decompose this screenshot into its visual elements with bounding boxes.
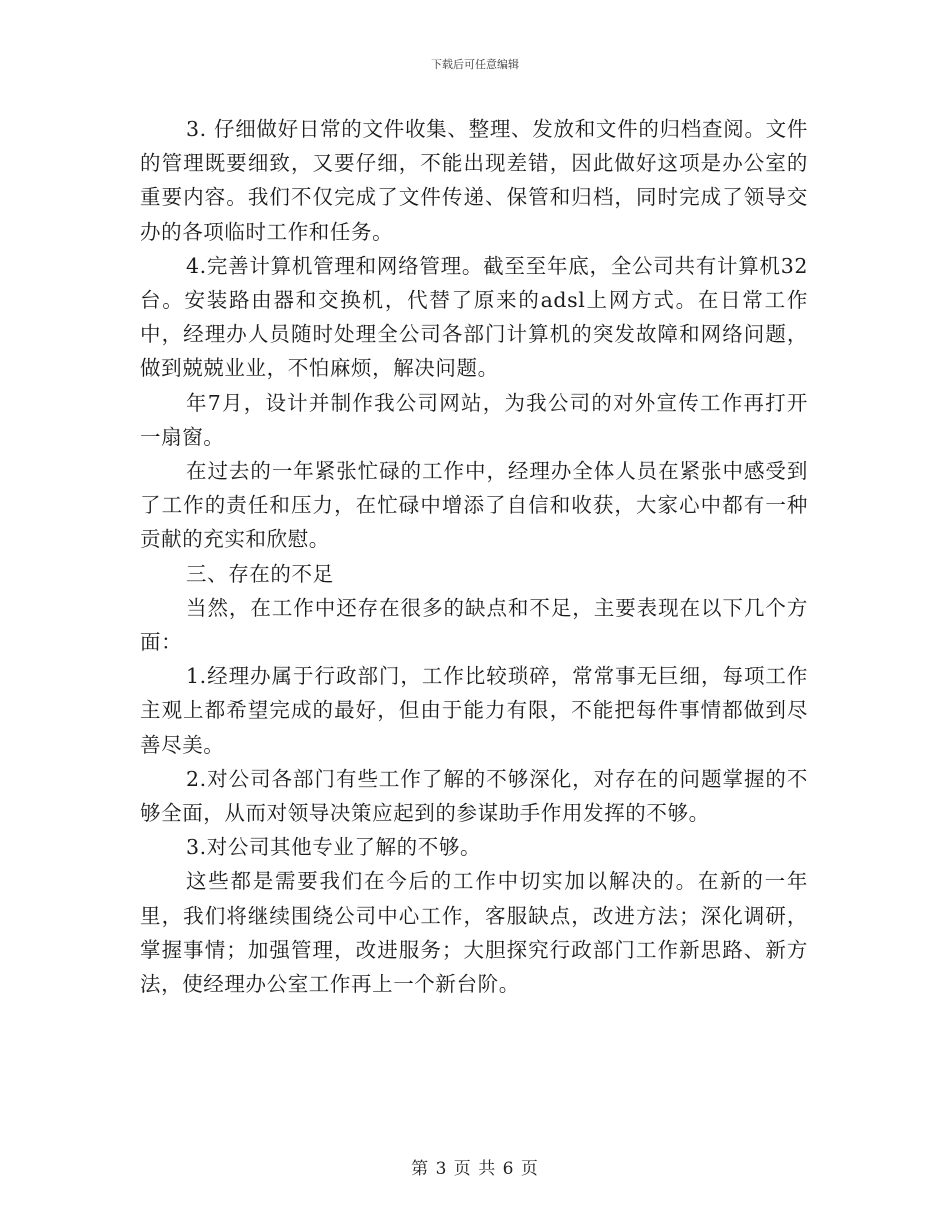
paragraph-shortcoming-2: 2.对公司各部门有些工作了解的不够深化，对存在的问题掌握的不够全面，从而对领导决策应起到的参谋助手作用发挥的不够。 (140, 766, 808, 826)
page-number-footer: 第 3 页 共 6 页 (411, 1159, 539, 1179)
section-heading-shortcomings: 三、存在的不足 (186, 561, 334, 586)
paragraph-conclusion: 这些都是需要我们在今后的工作中切实加以解决的。在新的一年里，我们将继续围绕公司中心工作，客服缺点，改进方法；深化调研，掌握事情；加强管理，改进服务；大胆探究行政部门工作新思路、新方法，使经理办公室工作再上一个新台阶。 (140, 869, 808, 997)
paragraph-summary: 在过去的一年紧张忙碌的工作中，经理办全体人员在紧张中感受到了工作的责任和压力，在忙碌中增添了自信和收获，大家心中都有一种贡献的充实和欣慰。 (140, 459, 808, 552)
paragraph-file-management: 3. 仔细做好日常的文件收集、整理、发放和文件的归档查阅。文件的管理既要细致，又要仔细，不能出现差错，因此做好这项是办公室的重要内容。我们不仅完成了文件传递、保管和归档，同时完成了领导交办的各项临时工作和任务。 (140, 117, 808, 244)
paragraph-computer-network: 4.完善计算机管理和网络管理。截至至年底，全公司共有计算机32台。安装路由器和交换机，代替了原来的adsl上网方式。在日常工作中，经理办人员随时处理全公司各部门计算机的突发故障和网络问题，做到兢兢业业，不怕麻烦，解决问题。 (140, 253, 808, 381)
header-note: 下载后可任意编辑 (431, 58, 519, 71)
body-text (140, 112, 808, 1001)
paragraph-shortcomings-intro: 当然，在工作中还存在很多的缺点和不足，主要表现在以下几个方面： (140, 595, 808, 655)
paragraph-shortcoming-3: 3.对公司其他专业了解的不够。 (186, 835, 482, 860)
paragraph-shortcoming-1: 1.经理办属于行政部门，工作比较琐碎，常常事无巨细，每项工作主观上都希望完成的最好，但由于能力有限，不能把每件事情都做到尽善尽美。 (140, 664, 808, 757)
paragraph-website: 年7月，设计并制作我公司网站，为我公司的对外宣传工作再打开一扇窗。 (140, 390, 808, 449)
